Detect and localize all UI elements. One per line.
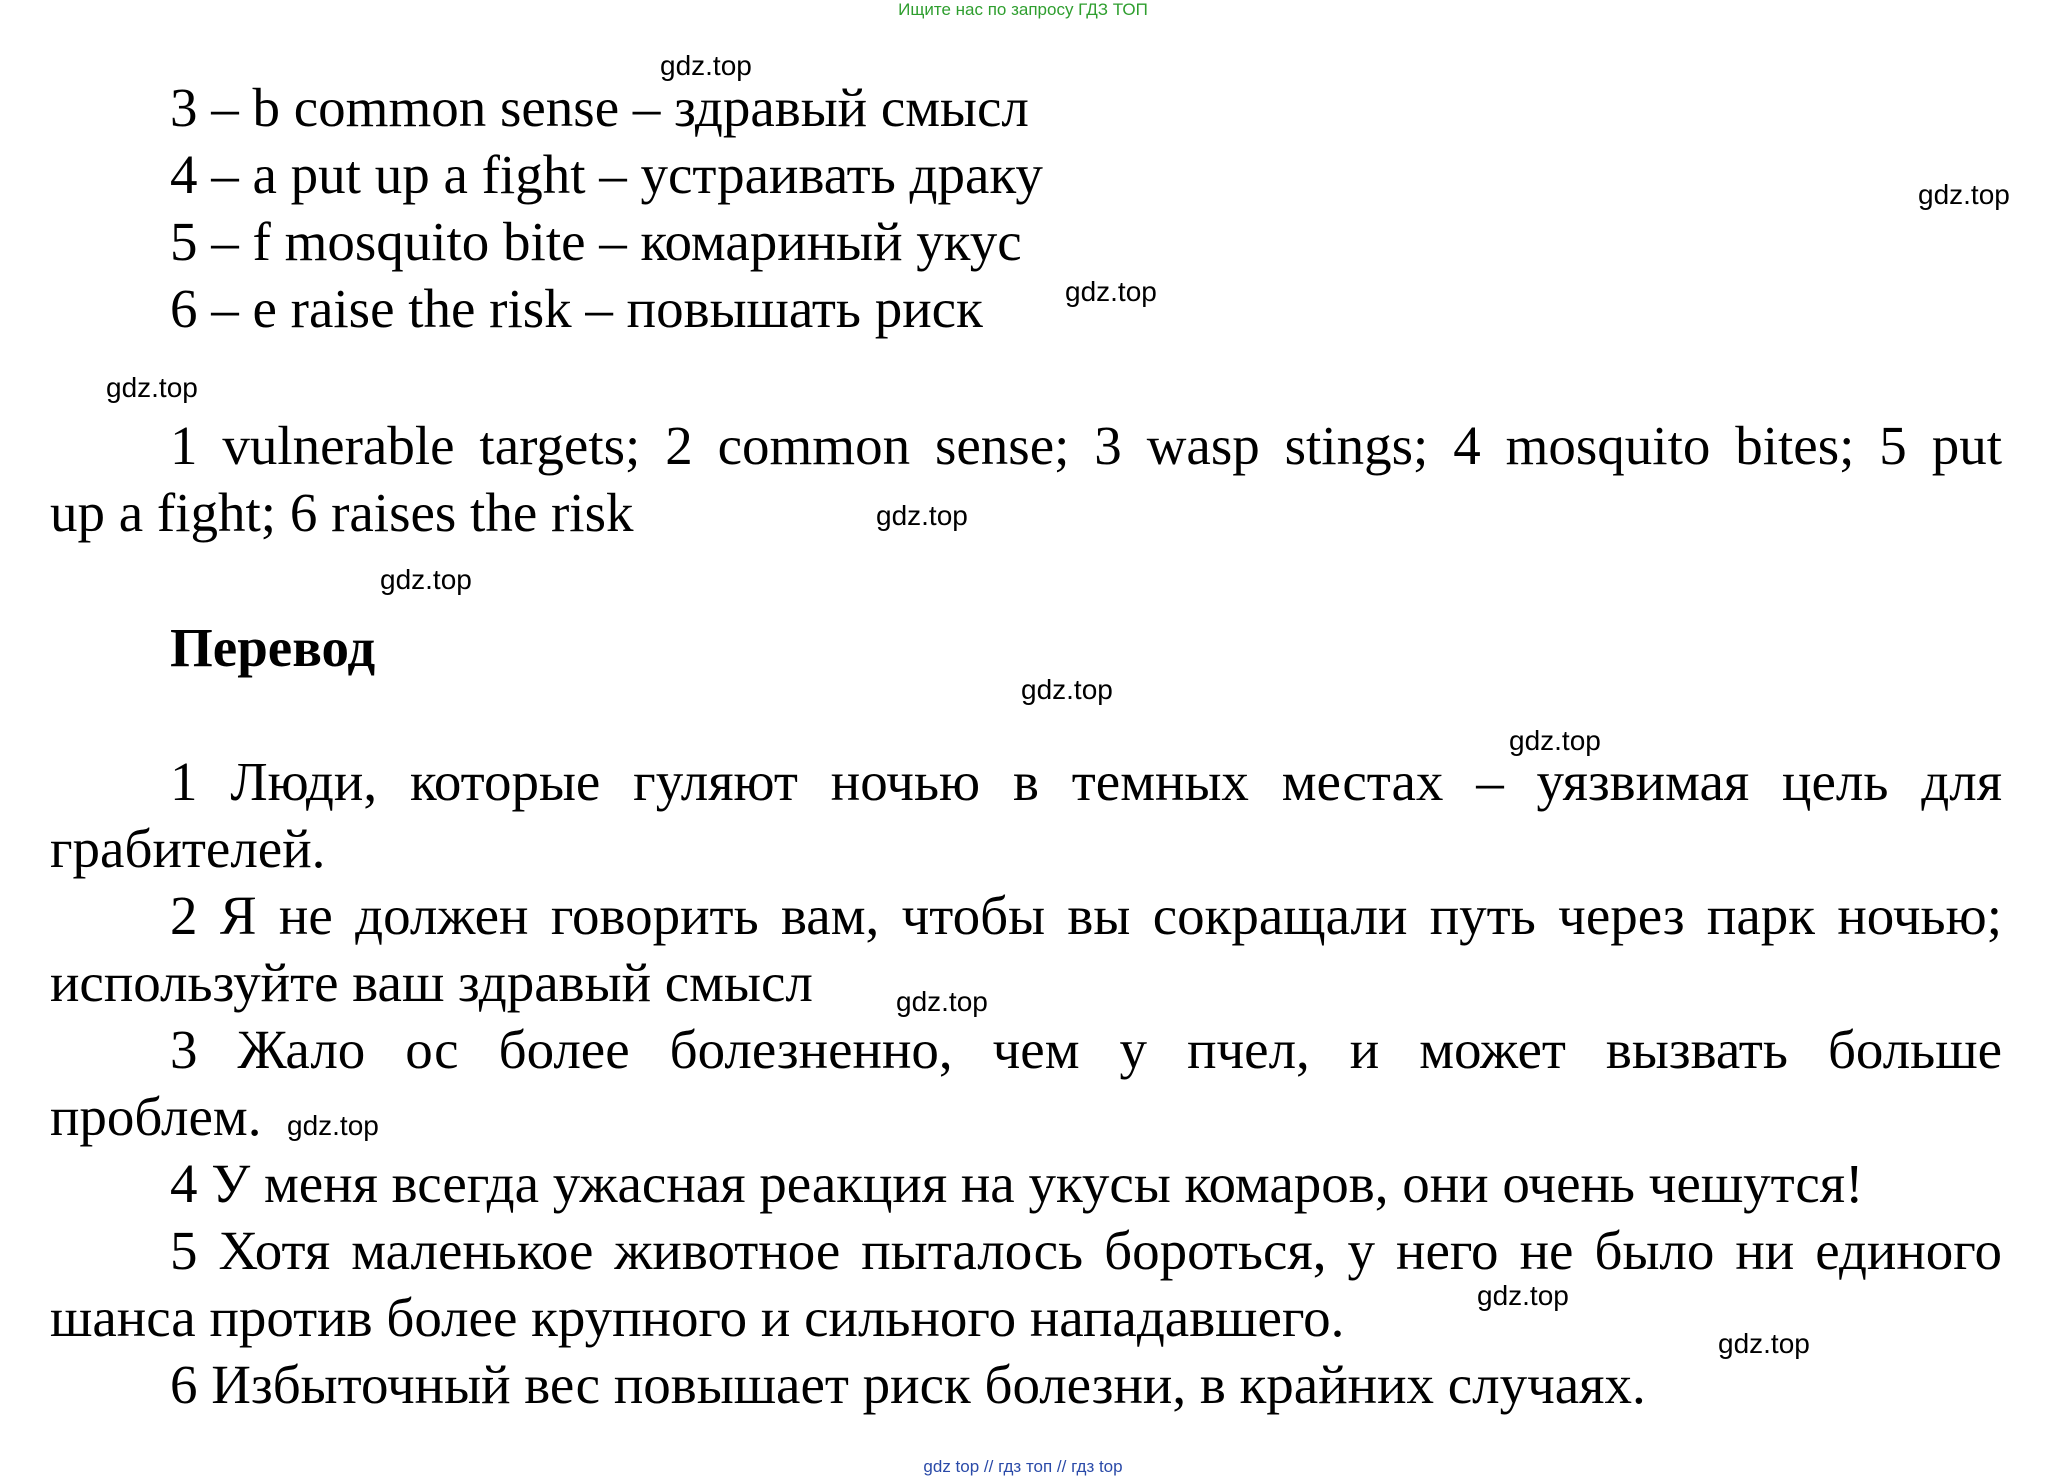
watermark: gdz.top <box>1065 276 1157 307</box>
translation-sentence-6: 6 Избыточный вес повышает риск болезни, в крайних случаях. <box>170 1354 1646 1415</box>
watermark: gdz.top <box>1021 674 1113 705</box>
top-banner: Ищите нас по запросу ГДЗ ТОП <box>898 0 1148 19</box>
translation-heading: Перевод <box>170 617 376 678</box>
matching-line-6: 6 – e raise the risk – повышать риск <box>170 278 983 339</box>
watermark: gdz.top <box>1718 1328 1810 1359</box>
watermark: gdz.top <box>876 500 968 531</box>
watermark: gdz.top <box>1477 1280 1569 1311</box>
translation-sentence-5b: шанса против более крупного и сильного нападавшего. <box>50 1287 1345 1348</box>
translation-sentence-3a: 3 Жало ос более болезненно, чем у пчел, и может вызвать больше <box>170 1019 2002 1080</box>
bottom-banner: gdz top // гдз топ // гдз top <box>923 1457 1123 1476</box>
watermark: gdz.top <box>660 50 752 81</box>
translation-sentence-1b: грабителей. <box>50 818 326 879</box>
watermark: gdz.top <box>896 986 988 1017</box>
translation-sentence-4: 4 У меня всегда ужасная реакция на укусы комаров, они очень чешутся! <box>170 1153 1864 1214</box>
translation-sentence-1a: 1 Люди, которые гуляют ночью в темных местах – уязвимая цель для <box>170 751 2002 812</box>
matching-line-3: 3 – b common sense – здравый смысл <box>170 77 1029 138</box>
watermark: gdz.top <box>106 372 198 403</box>
watermark: gdz.top <box>287 1110 379 1141</box>
matching-line-5: 5 – f mosquito bite – комариный укус <box>170 211 1022 272</box>
answers-line-1: 1 vulnerable targets; 2 common sense; 3 wasp stings; 4 mosquito bites; 5 put <box>170 415 2002 476</box>
translation-sentence-2a: 2 Я не должен говорить вам, чтобы вы сокращали путь через парк ночью; <box>170 885 2002 946</box>
watermark: gdz.top <box>1918 179 2010 210</box>
answers-line-2: up a fight; 6 raises the risk <box>50 482 634 543</box>
translation-sentence-2b: используйте ваш здравый смысл <box>50 952 813 1013</box>
watermark: gdz.top <box>380 564 472 595</box>
matching-line-4: 4 – a put up a fight – устраивать драку <box>170 144 1043 205</box>
translation-sentence-3b: проблем. <box>50 1086 262 1147</box>
watermark: gdz.top <box>1509 725 1601 756</box>
translation-sentence-5a: 5 Хотя маленькое животное пыталось бороться, у него не было ни единого <box>170 1220 2002 1281</box>
